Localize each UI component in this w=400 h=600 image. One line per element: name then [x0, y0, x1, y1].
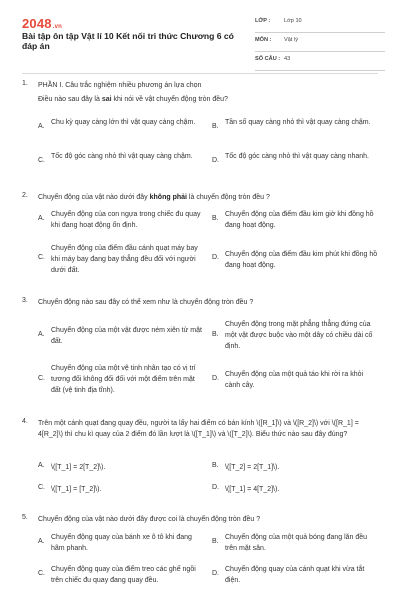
meta-value: Vật lý	[284, 37, 298, 43]
meta-value: Lớp 10	[284, 18, 302, 24]
meta-row-subject	[255, 33, 385, 52]
question-number: 3.	[22, 297, 28, 304]
meta-table	[255, 14, 385, 71]
meta-value: 43	[284, 56, 291, 62]
section-title: PHẦN I. Câu trắc nghiệm nhiều phương án lựa chọn	[38, 82, 202, 89]
question-number: 1.	[22, 80, 28, 87]
meta-label: SỐ CÂU :	[255, 56, 281, 62]
meta-label: MÔN :	[255, 37, 272, 43]
document-title: Bài tập ôn tập Vật lí 10 Kết nối tri thức Chương 6 có đáp án	[22, 31, 234, 51]
site-logo[interactable]: 2048.vn	[22, 16, 63, 31]
question-number: 2.	[22, 192, 28, 199]
meta-label: LỚP :	[255, 18, 271, 24]
question-text: Điều nào sau đây là sai khi nói về vật chuyển động tròn đều?	[38, 96, 228, 103]
worksheet-page: 2048.vn Bài tập ôn tập Vật lí 10 Kết nối tri thức Chương 6 có đáp án LỚP : Lớp 10 MÔN : Vật lý SỐ CÂU : 43 1. PHẦN I. Câu trắc nghiệm nhiều phương án lựa chọn Điều nào sau đây là sai khi nói về vật chuyển động tròn đều? A. Chu kỳ quay càng lớn thì vật quay càng chậm. B. Tần số quay càng nhỏ thì vật quay càng chậm. C. Tốc độ góc càng nhỏ thì vật quay càng chậm. D. Tốc độ góc càng nhỏ thì vật quay càng nhanh. 2. Chuyển động của vật nào dưới đây không phải là chuyển động tròn đều ? A. Chuyển động của con ngựa trong chiếc đu quay khi đang hoạt động ổn định. B. Chuyển động của điểm đầu kim giờ khi đồng hồ đang hoạt động. C. Chuyển động của điểm đầu cánh quạt máy bay khi máy bay đang bay thẳng đều đối với người dưới đất. D. Chuyển động của điểm đầu kim phút khi đồng hồ đang hoạt động. 3. Chuyển động nào sau đây có thể xem như là chuyển động tròn đều ? A. Chuyển động của một vật được ném xiên từ mặt đất. B. Chuyển động trong mặt phẳng thẳng đứng của một vật được buộc vào một dây có chiều dài cố định. C. Chuyển động của một vệ tinh nhân tạo có vị trí tương đối không đổi đối với một điểm trên mặt đất (vệ tinh địa tĩnh). D. Chuyển động của một quả táo khi rời ra khỏi cành cây. 4. Trên một cánh quạt đang quay đều, người ta lấy hai điểm có bán kính \([R_1]\) và \([R_2]\) với \([R_1] = 4[R_2]\) thì chu kì quay của 2 điểm đó lần lượt là \([T_1]\) và \([T_2]\). Biểu thức nào sau đây đúng? A. \([T_1] = 2[T_2]\). B. \([T_2] = 2[T_1]\). C. \([T_1] = [T_2]\). D. \([T_1] = 4[T_2]\). 5. Chuyển động của vật nào dưới đây được coi là chuyển động tròn đều ? A. Chuyển động quay của bánh xe ô tô khi đang hãm phanh. B. Chuyển động của một quả bóng đang lăn đều trên mặt sân. C. Chuyển động quay của điểm treo các ghế ngồi trên chiếc đu quay đang quay đều. D. Chuyển động quay của cánh quạt khi vừa tắt điện.	[0, 0, 400, 600]
meta-row-class	[255, 14, 385, 33]
question-text: Chuyển động của vật nào dưới đây được coi là chuyển động tròn đều ?	[38, 516, 261, 523]
question-text: Trên một cánh quạt đang quay đều, người ta lấy hai điểm có bán kính \([R_1]\) và \([R_2]\) với \([R_1] = 4[R_2]\) thì chu kì quay của 2 điểm đó lần lượt là \([T_1]\) và \([T_2]\). Biểu thức nào sau đây đúng?	[38, 420, 359, 438]
meta-row-count	[255, 52, 385, 71]
header-divider	[22, 73, 378, 74]
page-header	[0, 0, 400, 74]
question-number: 4.	[22, 418, 28, 425]
question-number: 5.	[22, 514, 28, 521]
question-text: Chuyển động nào sau đây có thể xem như là chuyển động tròn đều ?	[38, 299, 254, 306]
question-text: Chuyển động của vật nào dưới đây không phải là chuyển động tròn đều ?	[38, 194, 270, 201]
